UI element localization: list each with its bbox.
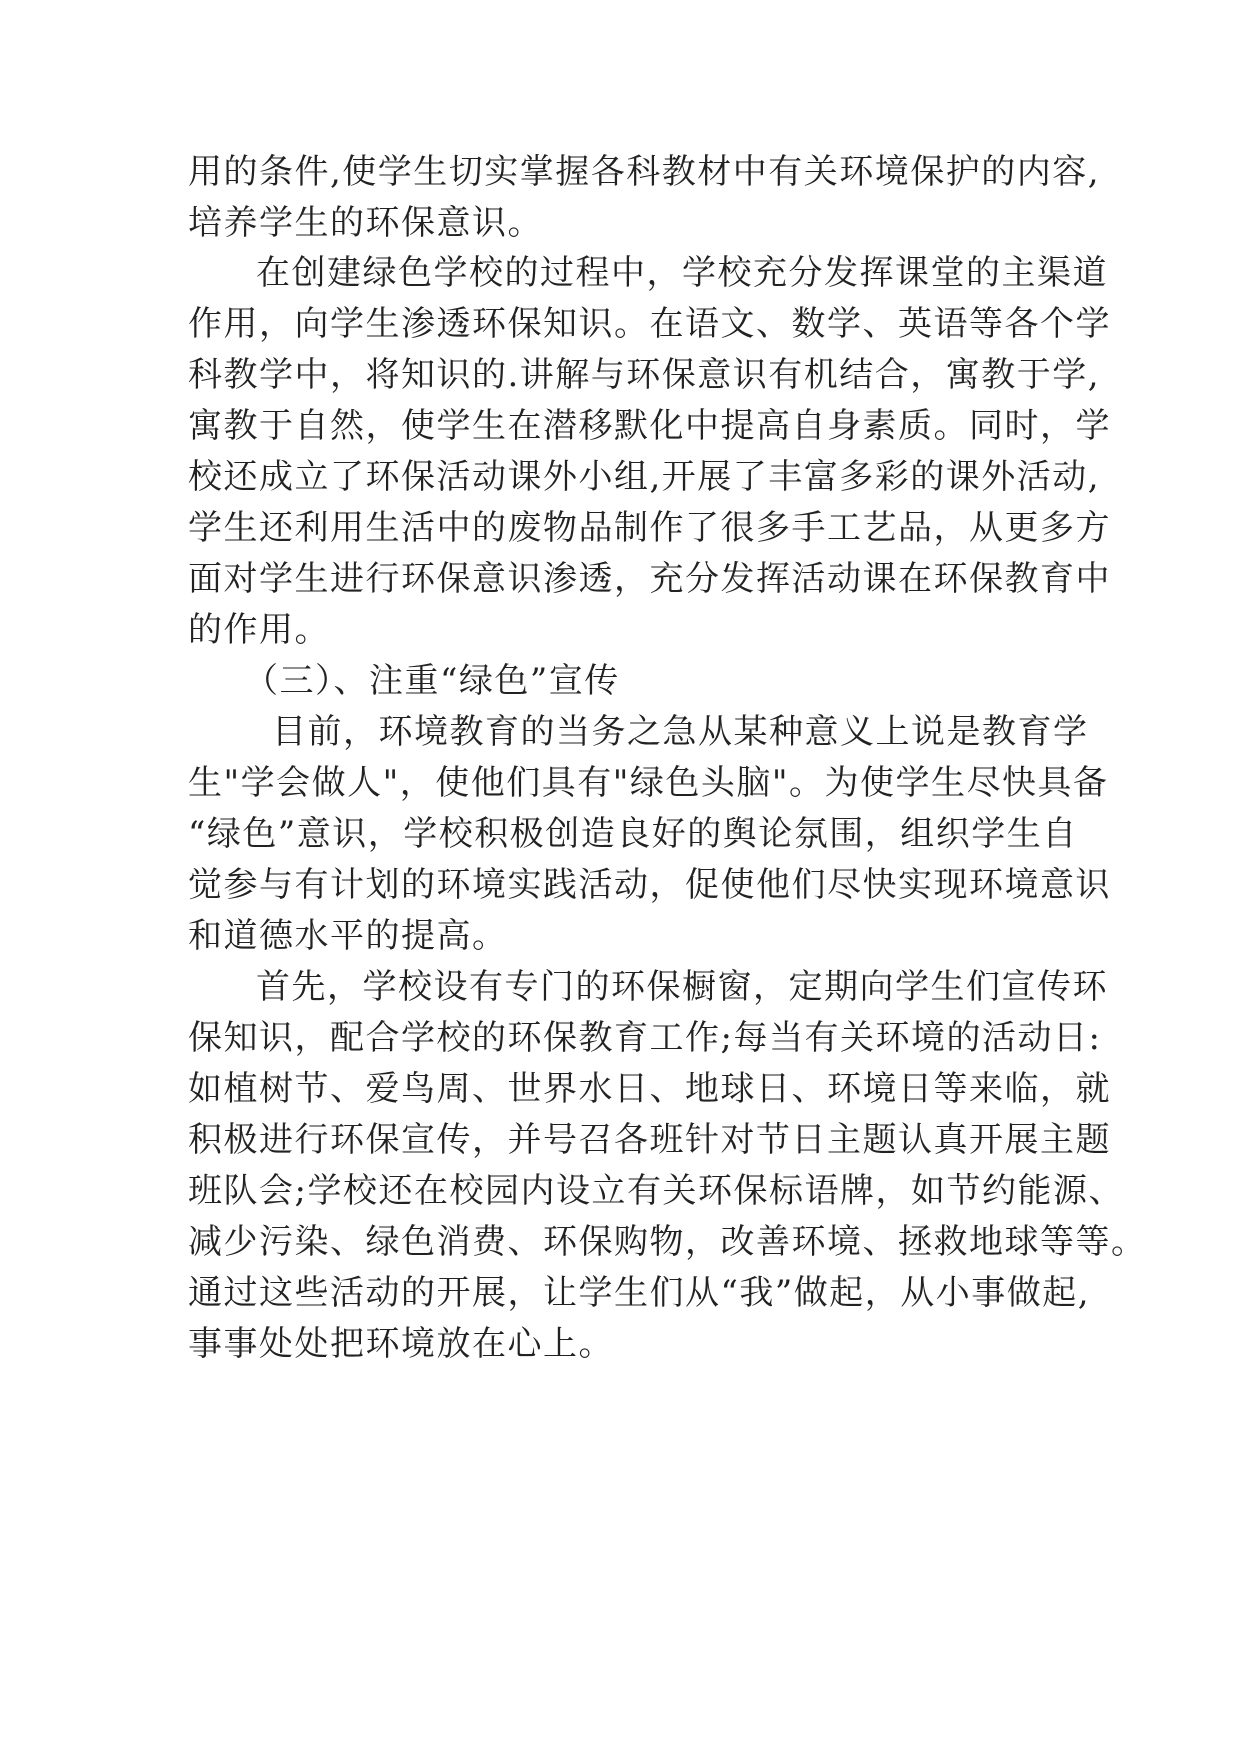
- text-line: 用的条件,使学生切实掌握各科教材中有关环境保护的内容,: [188, 152, 1101, 192]
- text-line: 生"学会做人"，使他们具有"绿色头脑"。为使学生尽快具备: [188, 763, 1109, 803]
- text-line: 目前，环境教育的当务之急从某种意义上说是教育学: [272, 712, 1089, 752]
- text-line: 通过这些活动的开展，让学生们从“我”做起，从小事做起,: [188, 1273, 1091, 1313]
- text-line: “绿色”意识，学校积极创造良好的舆论氛围，组织学生自: [188, 814, 1078, 854]
- text-line: 学生还利用生活中的废物品制作了很多手工艺品，从更多方: [188, 508, 1111, 548]
- text-line: 培养学生的环保意识。: [188, 203, 543, 243]
- text-line: 首先，学校设有专门的环保橱窗，定期向学生们宣传环: [256, 967, 1108, 1007]
- text-line: 科教学中，将知识的.讲解与环保意识有机结合，寓教于学,: [188, 355, 1101, 395]
- text-line: 作用，向学生渗透环保知识。在语文、数学、英语等各个学: [188, 304, 1111, 344]
- text-line: 如植树节、爱鸟周、世界水日、地球日、环境日等来临，就: [188, 1069, 1111, 1109]
- text-line: 减少污染、绿色消费、环保购物，改善环境、拯救地球等等。: [188, 1222, 1147, 1262]
- text-line: 班队会;学校还在校园内设立有关环保标语牌，如节约能源、: [188, 1171, 1124, 1211]
- text-line: 校还成立了环保活动课外小组,开展了丰富多彩的课外活动,: [188, 457, 1101, 497]
- text-line: 面对学生进行环保意识渗透，充分发挥活动课在环保教育中: [188, 559, 1111, 599]
- text-line: 的作用。: [188, 610, 330, 650]
- text-line: 觉参与有计划的环境实践活动，促使他们尽快实现环境意识: [188, 865, 1111, 905]
- text-line: 在创建绿色学校的过程中，学校充分发挥课堂的主渠道: [256, 253, 1108, 293]
- text-line: 寓教于自然，使学生在潜移默化中提高自身素质。同时，学: [188, 406, 1111, 446]
- text-line: 事事处处把环境放在心上。: [188, 1324, 614, 1364]
- text-line: 保知识，配合学校的环保教育工作;每当有关环境的活动日:: [188, 1018, 1102, 1058]
- text-line: 和道德水平的提高。: [188, 916, 508, 956]
- section-heading: （三）、注重“绿色”宣传: [244, 661, 620, 701]
- text-line: 积极进行环保宣传，并号召各班针对节日主题认真开展主题: [188, 1120, 1111, 1160]
